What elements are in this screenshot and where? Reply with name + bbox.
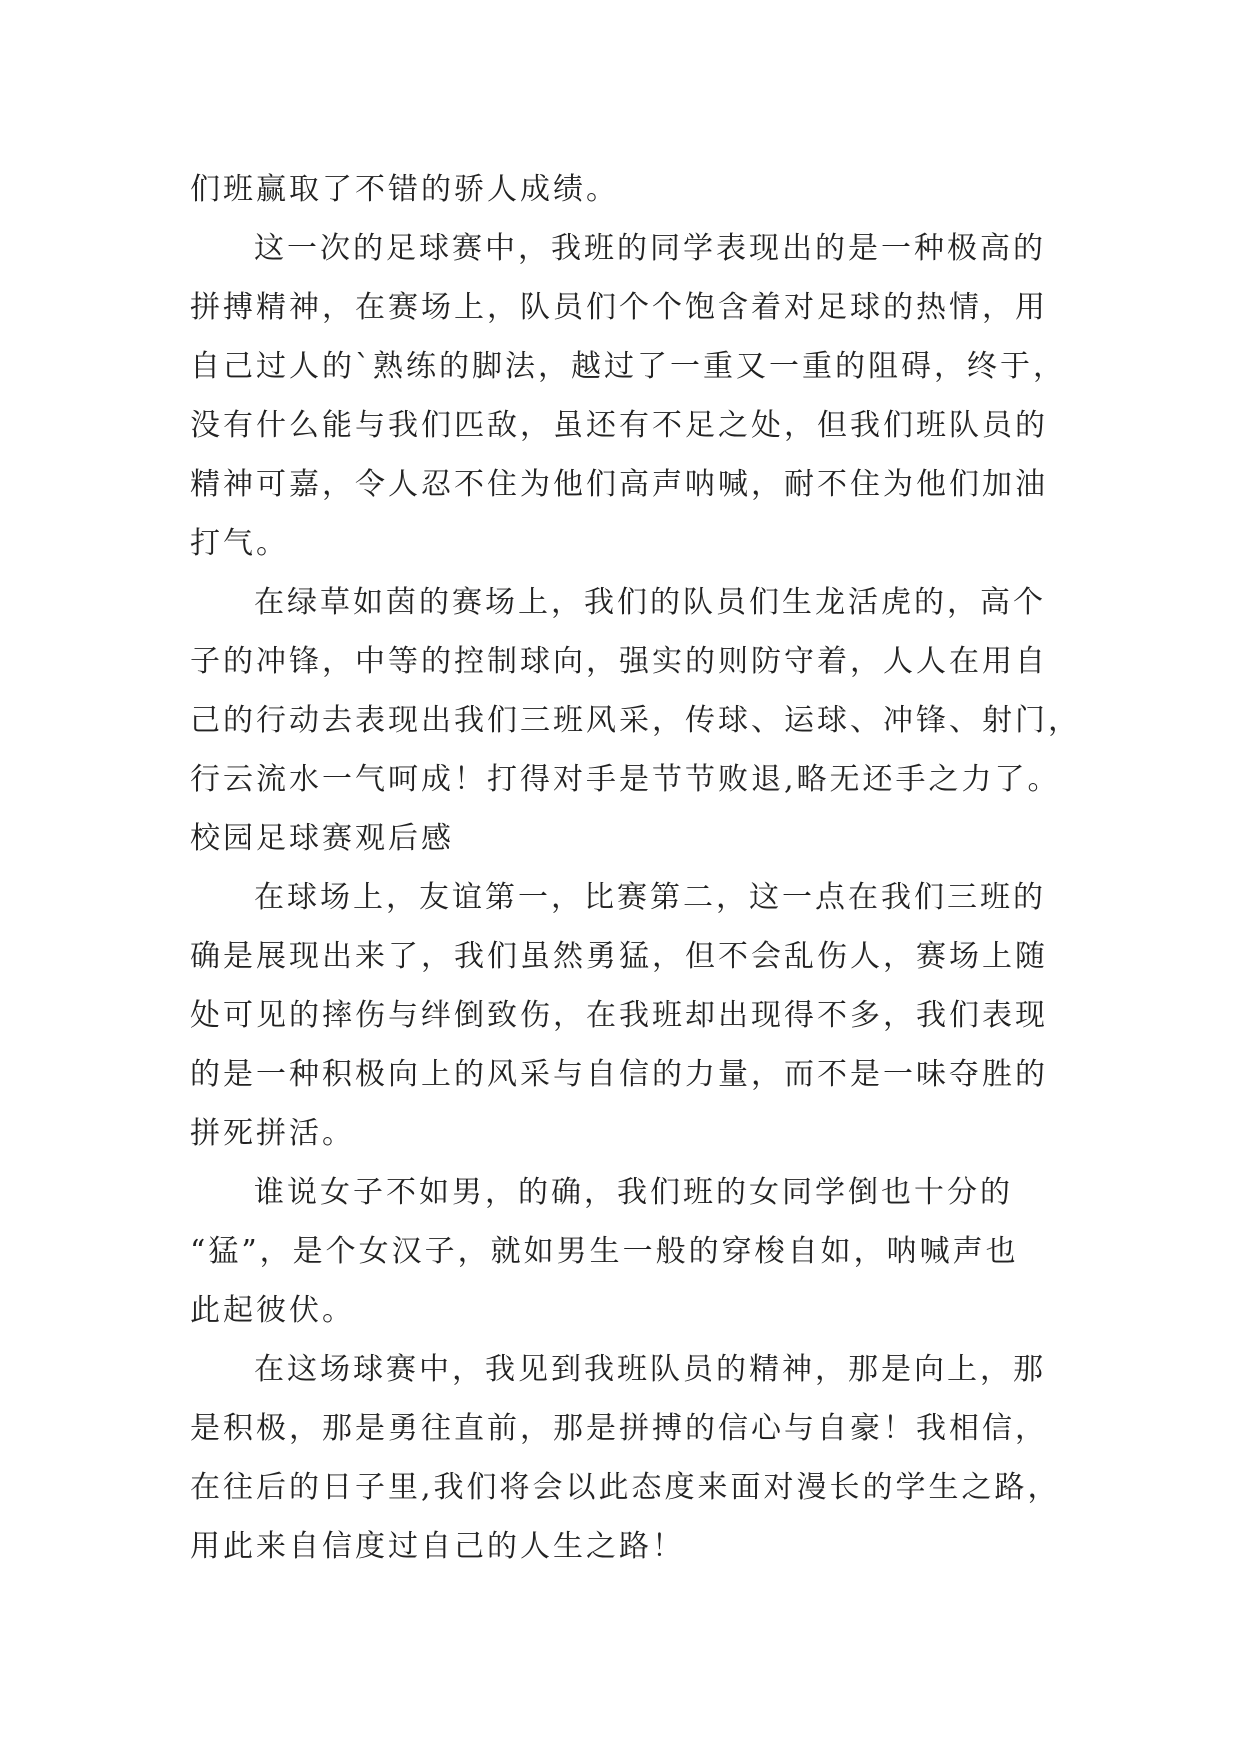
text-line: 子的冲锋，中等的控制球向，强实的则防守着，人人在用自 (190, 644, 1048, 679)
text-line: 在绿草如茵的赛场上，我们的队员们生龙活虎的，高个 (254, 585, 1046, 620)
text-line: 在这场球赛中，我见到我班队员的精神，那是向上，那 (254, 1352, 1046, 1387)
text-line: 没有什么能与我们匹敌，虽还有不足之处，但我们班队员的 (190, 408, 1048, 443)
document-body (190, 160, 1090, 1576)
text-line: 确是展现出来了，我们虽然勇猛，但不会乱伤人，赛场上随 (190, 939, 1048, 974)
text-line: 这一次的足球赛中，我班的同学表现出的是一种极高的 (254, 231, 1046, 266)
text-line: 的是一种积极向上的风采与自信的力量，而不是一味夺胜的 (190, 1057, 1048, 1092)
text-line: 在球场上，友谊第一，比赛第二，这一点在我们三班的 (254, 880, 1046, 915)
text-line: 此起彼伏。 (190, 1293, 355, 1328)
text-line: 们班赢取了不错的骄人成绩。 (190, 172, 619, 207)
text-line: 拼死拼活。 (190, 1116, 355, 1151)
text-line: 谁说女子不如男，的确，我们班的女同学倒也十分的 (254, 1175, 1013, 1210)
text-line: 精神可嘉，令人忍不住为他们高声呐喊，耐不住为他们加油 (190, 467, 1048, 502)
text-line: 是积极，那是勇往直前，那是拼搏的信心与自豪！我相信， (190, 1411, 1048, 1446)
text-line: 打气。 (190, 526, 289, 561)
text-line: “猛”，是个女汉子，就如男生一般的穿梭自如，呐喊声也 (190, 1234, 1019, 1269)
text-line: 拼搏精神，在赛场上，队员们个个饱含着对足球的热情，用 (190, 290, 1048, 325)
text-line: 处可见的摔伤与绊倒致伤，在我班却出现得不多，我们表现 (190, 998, 1048, 1033)
text-line: 自己过人的`熟练的脚法，越过了一重又一重的阻碍，终于， (190, 349, 1066, 384)
text-line: 行云流水一气呵成！打得对手是节节败退,略无还手之力了。 (190, 762, 1061, 797)
text-line: 己的行动去表现出我们三班风采，传球、运球、冲锋、射门， (190, 703, 1081, 738)
text-line: 在往后的日子里,我们将会以此态度来面对漫长的学生之路， (190, 1470, 1061, 1505)
text-line: 用此来自信度过自己的人生之路！ (190, 1529, 685, 1564)
heading-line: 校园足球赛观后感 (190, 821, 454, 856)
